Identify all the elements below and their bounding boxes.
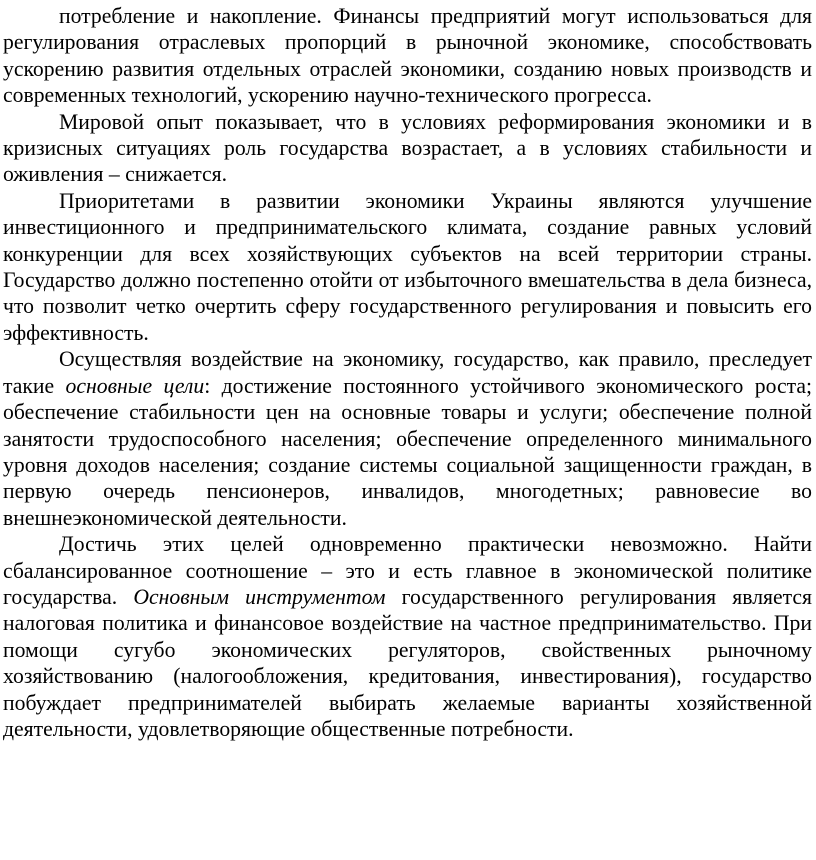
paragraph-main-goals [3, 346, 812, 531]
paragraph-priorities [3, 188, 812, 346]
italic-term: Основным инструментом [133, 584, 386, 609]
paragraph-continued-text [3, 3, 812, 109]
paragraph-text: Приоритетами в развитии экономики Украины являются улучшение инвестиционного и предпринимательского климата, создание равных условий конкуренции для всех хозяйствующих субъектов на всей территории страны. Государство должно постепенно отойти от избыточного вмешательства в дела бизнеса, что позволит четко очертить сферу государственного регулирования и повысить его эффективность. [3, 188, 812, 345]
paragraph-world-experience [3, 109, 812, 188]
paragraph-text: Мировой опыт показывает, что в условиях реформирования экономики и в кризисных ситуациях роль государства возрастает, а в условиях стабильности и оживления – снижается. [3, 109, 812, 187]
paragraph-text: : достижение постоянного устойчивого экономического роста; обеспечение стабильности цен на основные товары и услуги; обеспечение полной занятости трудоспособного населения; обеспечение определенного минимального уровня доходов населения; создание системы социальной защищенности граждан, в первую очередь пенсионеров, инвалидов, многодетных; равновесие во внешнеэкономической деятельности. [3, 373, 812, 530]
paragraph-text: Осуществляя воздействие на экономику, государство, как правило, преследует такие [3, 347, 812, 398]
paragraph-text: государственного регулирования является налоговая политика и финансовое воздействие на частное предпринимательство. При помощи сугубо экономических регуляторов, свойственных рыночному хозяйствованию (налогообложения, кредитования, инвестирования), государство побуждает предпринимателей выбирать желаемые варианты хозяйственной деятельности, удовлетворяющие общественные потребности. [3, 584, 812, 741]
paragraph-text: Достичь этих целей одновременно практически невозможно. Найти сбалансированное соотношение – это и есть главное в экономической политике государства. [3, 532, 812, 609]
paragraph-main-instrument [3, 531, 812, 742]
paragraph-text: потребление и накопление. Финансы предприятий могут использоваться для регулирования отраслевых пропорций в рыночной экономике, способствовать ускорению развития отдельных отраслей экономики, созданию новых производств и современных технологий, ускорению научно-технического прогресса. [3, 4, 812, 108]
italic-term: основные цели [65, 373, 205, 398]
